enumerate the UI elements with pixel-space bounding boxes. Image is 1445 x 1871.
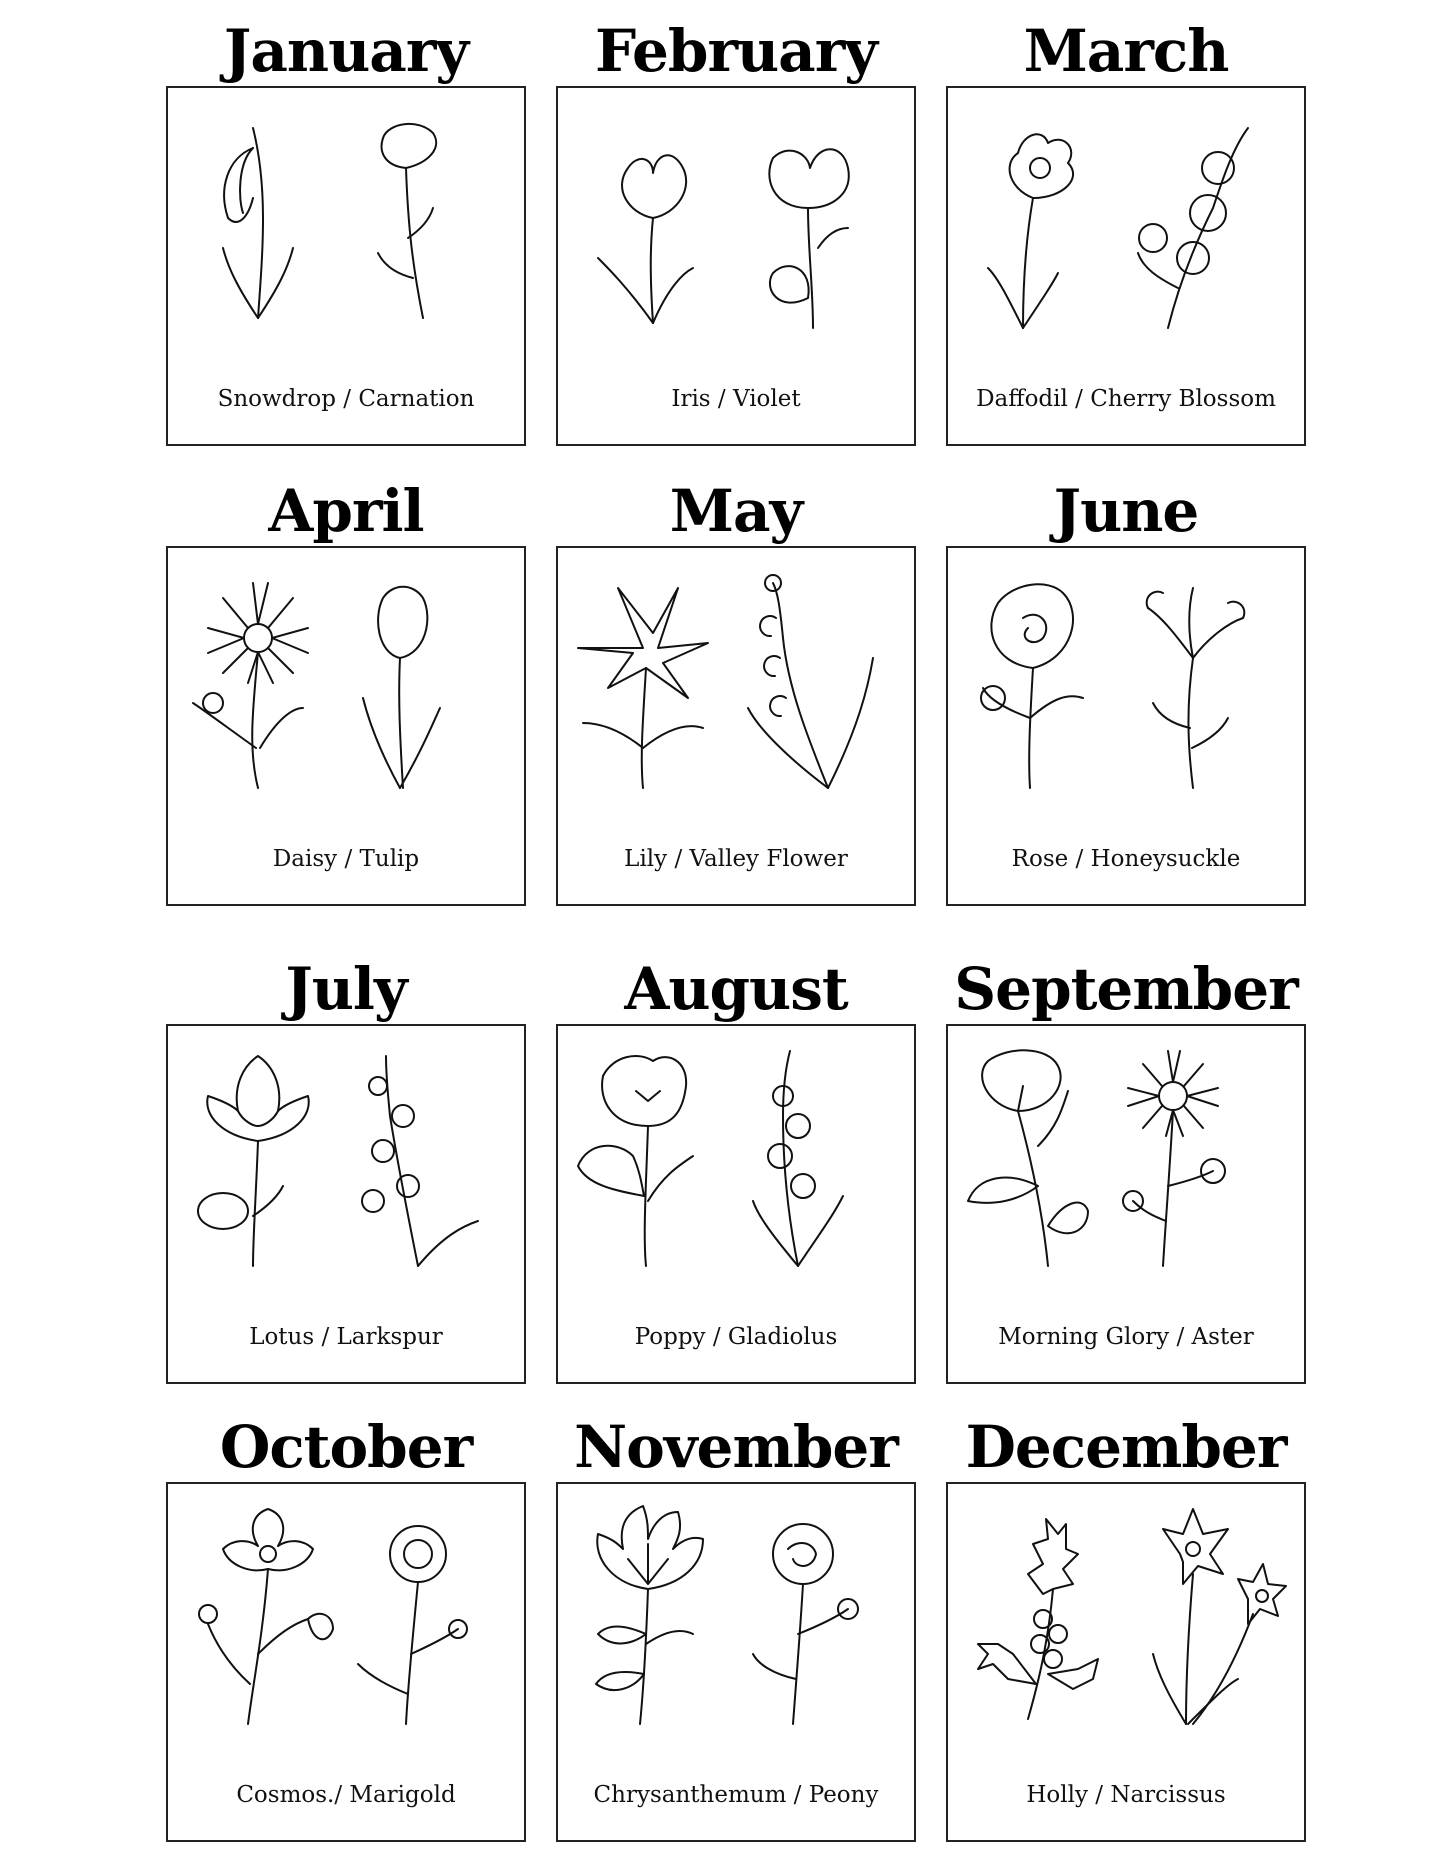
flower-card — [946, 546, 1306, 906]
flower-card — [946, 1024, 1306, 1384]
flower-card — [166, 1482, 526, 1842]
month-title: October — [219, 1413, 473, 1481]
flower-names: Lotus / Larkspur — [249, 1324, 443, 1350]
flower-names: Rose / Honeysuckle — [1011, 846, 1241, 872]
flower-names: Snowdrop / Carnation — [217, 386, 475, 412]
month-title: February — [594, 17, 878, 85]
flower-names: Poppy / Gladiolus — [634, 1324, 838, 1350]
flower-card — [556, 546, 916, 906]
flower-names: Holly / Narcissus — [1026, 1782, 1226, 1808]
flower-card — [166, 1024, 526, 1384]
flower-card — [166, 86, 526, 446]
flower-names: Lily / Valley Flower — [624, 846, 848, 872]
month-title: August — [624, 955, 848, 1023]
flower-card — [556, 1024, 916, 1384]
flower-names: Cosmos./ Marigold — [236, 1782, 456, 1808]
month-title: September — [954, 955, 1298, 1023]
month-title: May — [669, 477, 803, 545]
month-title: June — [1053, 477, 1199, 545]
flower-card — [556, 1482, 916, 1842]
flower-names: Iris / Violet — [671, 386, 801, 412]
flower-card — [946, 86, 1306, 446]
flower-names: Daisy / Tulip — [272, 846, 420, 872]
flower-names: Daffodil / Cherry Blossom — [976, 386, 1276, 412]
month-title: March — [1023, 17, 1229, 85]
flower-names: Chrysanthemum / Peony — [593, 1782, 879, 1808]
flower-card — [166, 546, 526, 906]
month-title: January — [223, 17, 469, 85]
flower-card — [946, 1482, 1306, 1842]
month-title: December — [965, 1413, 1287, 1481]
month-title: November — [574, 1413, 898, 1481]
flower-card — [556, 86, 916, 446]
month-title: April — [268, 477, 424, 545]
month-title: July — [285, 955, 407, 1023]
flower-names: Morning Glory / Aster — [998, 1324, 1254, 1350]
